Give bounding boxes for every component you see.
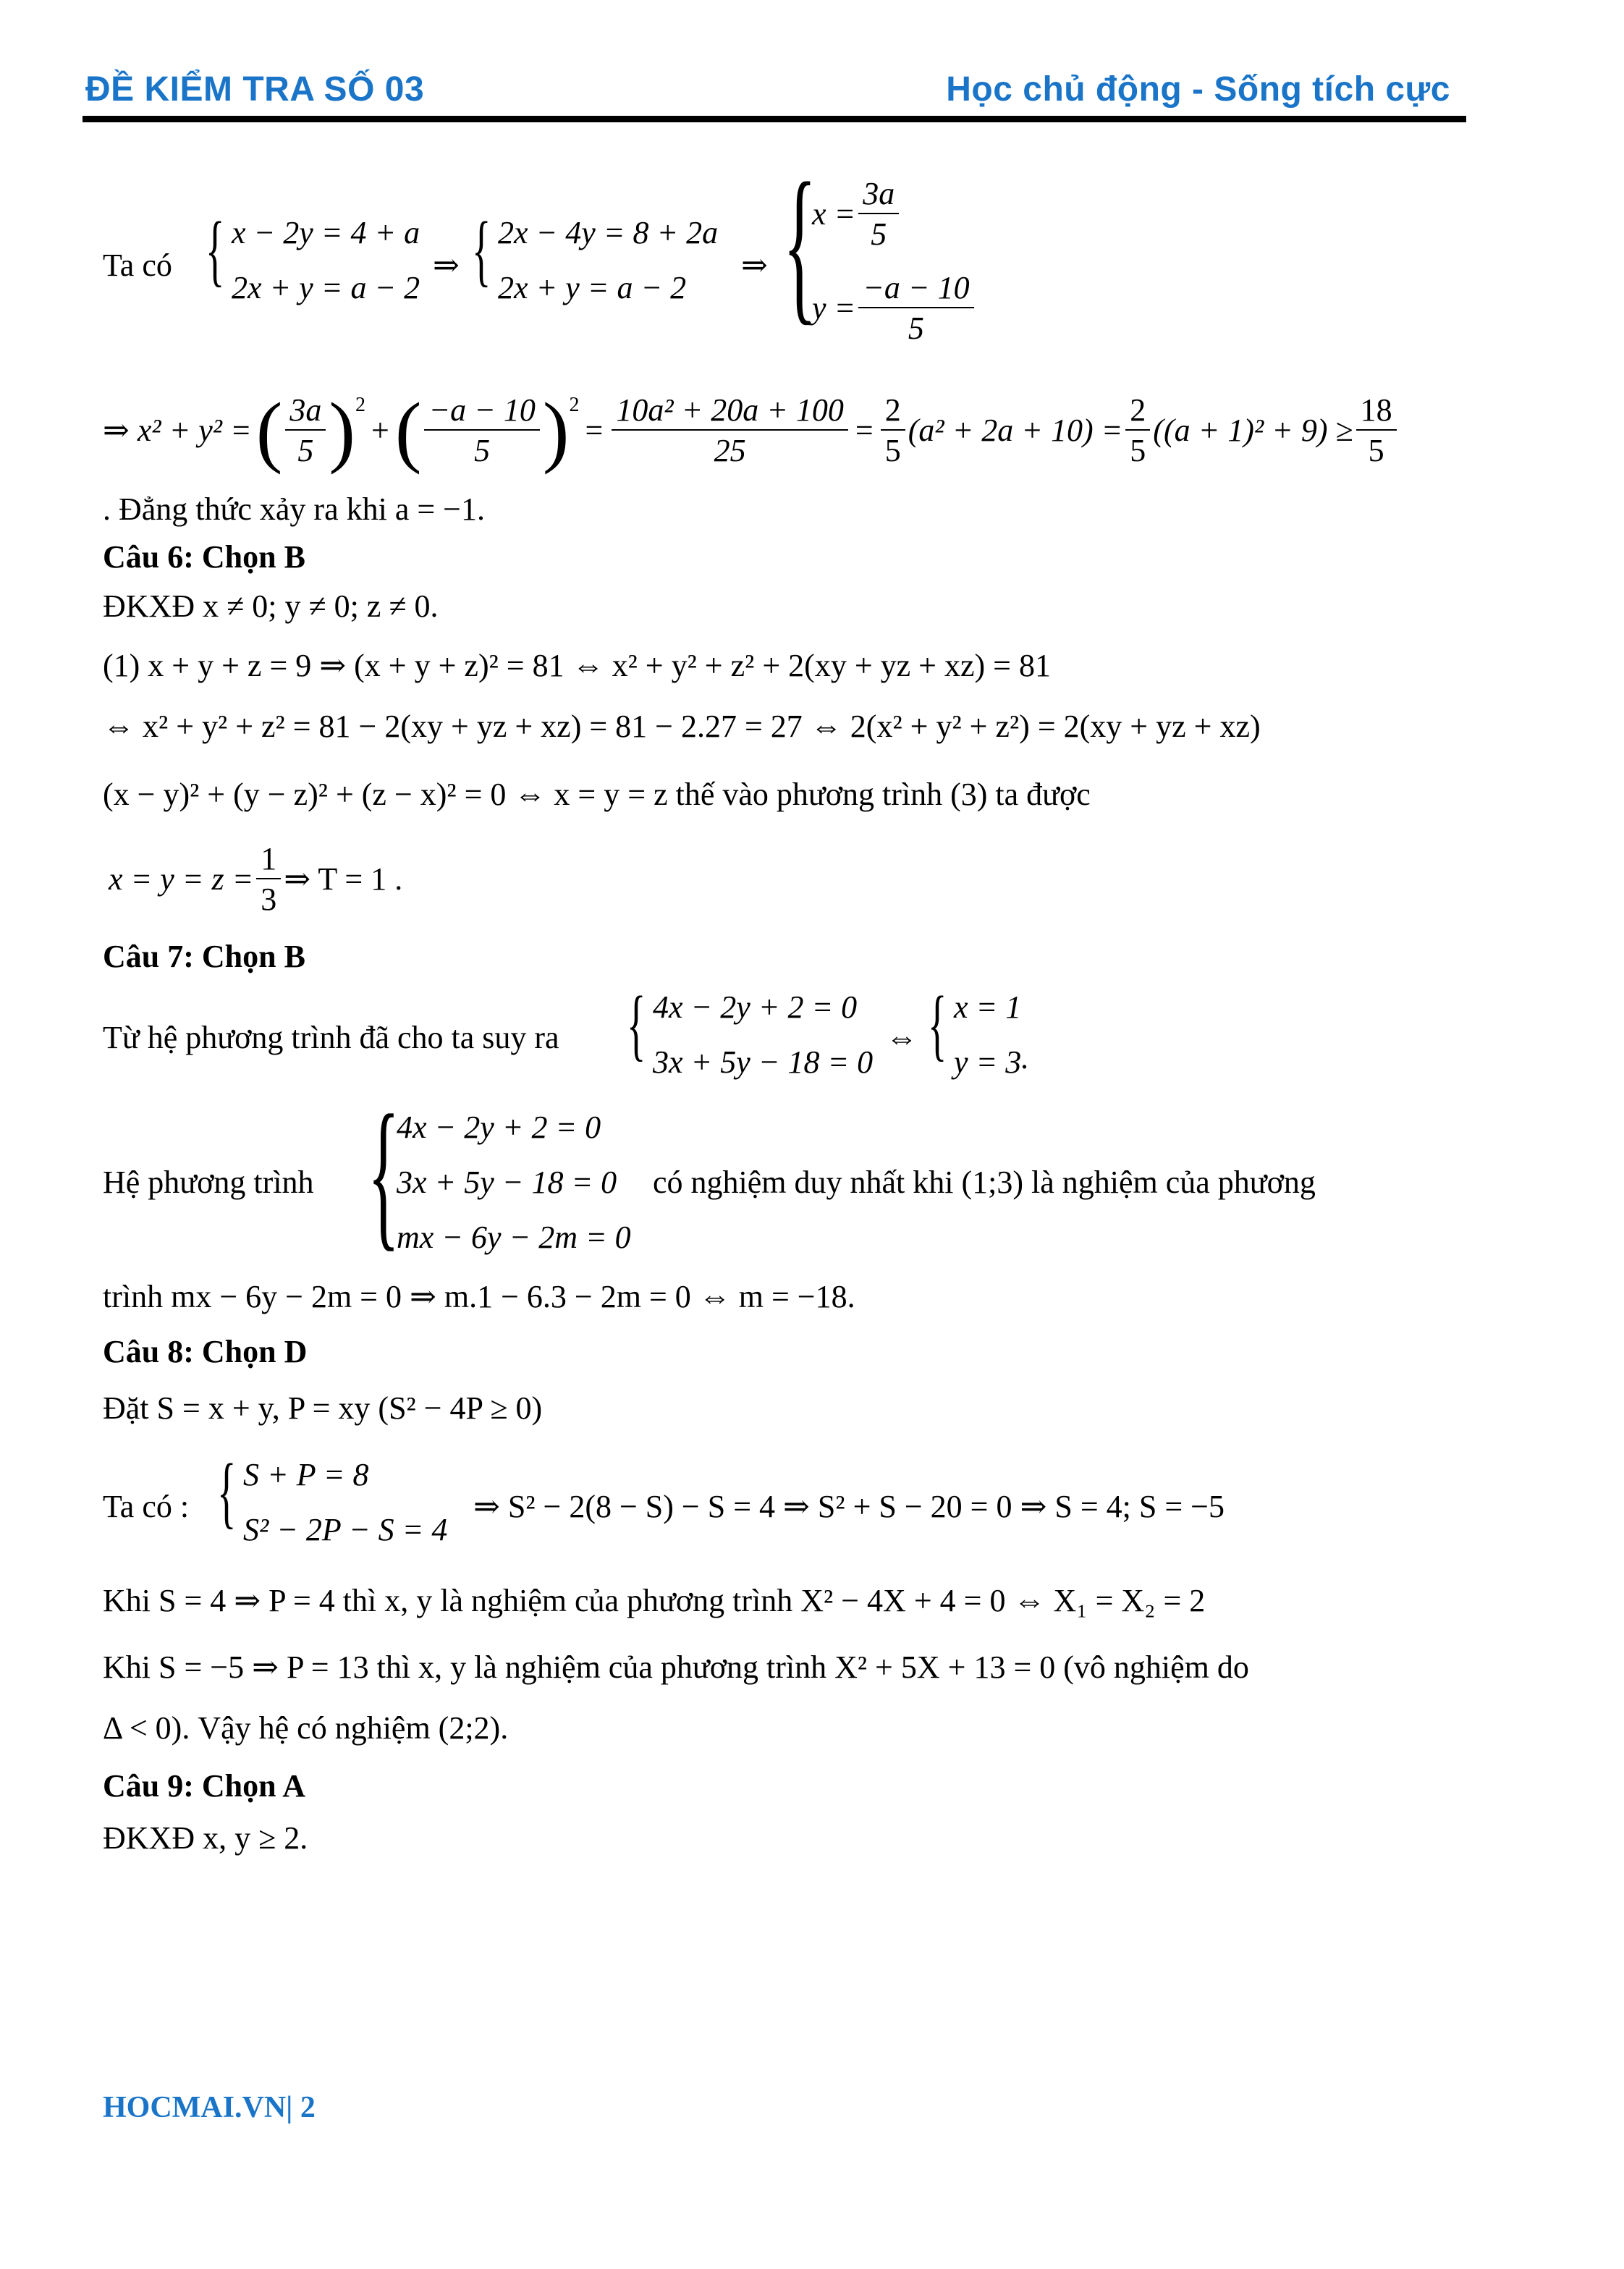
header-slogan: Học chủ động - Sống tích cực: [946, 70, 1450, 109]
q5-sol-x-num: 3a: [858, 178, 899, 214]
header-rule: [83, 116, 1466, 122]
brace-left: {: [217, 1448, 237, 1536]
q6-line1: (1) x + y + z = 9 ⇒ (x + y + z)² = 81 ⇔ x² + y² + z² + 2(xy + yz + xz) = 81: [103, 648, 1051, 683]
q5-plus: +: [371, 413, 389, 448]
brace-left: {: [206, 206, 225, 294]
q5-t1-num: 3a: [285, 394, 326, 431]
q7-intro: Từ hệ phương trình đã cho ta suy ra: [103, 1020, 559, 1055]
q5-sys1-line2: 2x + y = a − 2: [232, 270, 420, 305]
q6-line4-num: 1: [256, 843, 281, 879]
q5-sol-y-lhs: y =: [812, 290, 856, 326]
q6-line4-post: ⇒ T = 1 .: [284, 861, 403, 897]
q7-sysB-line2: y = 3: [954, 1044, 1022, 1080]
q8-case1: Khi S = 4 ⇒ P = 4 thì x, y là nghiệm của phương trình X² − 4X + 4 = 0 ⇔ X₁ = X₂ = 2: [103, 1583, 1206, 1618]
q6-line3: (x − y)² + (y − z)² + (z − x)² = 0 ⇔ x = y = z thế vào phương trình (3) ta được: [103, 777, 1091, 812]
q7-sysC-line3: mx − 6y − 2m = 0: [397, 1220, 631, 1255]
q8-case2b: Δ < 0). Vậy hệ có nghiệm (2;2).: [103, 1710, 509, 1746]
q7-title: Câu 7: Chọn B: [103, 939, 305, 974]
q5-equality: . Đẳng thức xảy ra khi a = −1.: [103, 491, 485, 527]
brace-left: {: [472, 206, 491, 294]
q5-t2-num: −a − 10: [424, 394, 539, 431]
q5-expression: ⇒ x² + y² = ( $\frac{3a}{5}$ ) $^2$ + ( $\frac{-a - 10}{5}$ ) $^2$ = $\frac{\text{10a² + 20a + 100}}{25}$ = $\frac{2}{5}$ (a² + 2a + 10) = $\frac{2}{5}$ ((a + 1)² + 9) ≥ $\frac{18}{5}$: [103, 391, 1400, 470]
q5-sol-x-den: 5: [871, 216, 887, 252]
q7-sysA-line2: 3x + 5y − 18 = 0: [653, 1044, 874, 1080]
q6-line4-pre: x = y = z =: [109, 861, 254, 897]
q5-sol-y-den: 5: [908, 310, 924, 346]
q9-title: Câu 9: Chọn A: [103, 1768, 305, 1804]
q5-t4-den: 5: [884, 433, 901, 468]
q8-title: Câu 8: Chọn D: [103, 1334, 308, 1369]
q7-sysC-line2: 3x + 5y − 18 = 0: [397, 1165, 617, 1200]
q5-eq-1: =: [585, 413, 604, 448]
q7-equiv: ⇔: [886, 1020, 918, 1055]
brace-left: {: [928, 980, 947, 1068]
q8-case2: Khi S = −5 ⇒ P = 13 thì x, y là nghiệm của phương trình X² + 5X + 13 = 0 (vô nghiệm do: [103, 1649, 1249, 1685]
q5-sys1-line1: x − 2y = 4 + a: [232, 215, 420, 250]
header-title: ĐỀ KIỂM TRA SỐ 03: [85, 70, 425, 109]
q5-imp-2: ⇒: [741, 248, 768, 283]
q7-cond: có nghiệm duy nhất khi (1;3) là nghiệm của phương: [653, 1165, 1316, 1200]
q5-t3-den: 25: [714, 433, 746, 468]
q6-dkxd: ĐKXĐ x ≠ 0; y ≠ 0; z ≠ 0.: [103, 588, 439, 624]
q7-hpt: Hệ phương trình: [103, 1165, 314, 1200]
q8-sys-line2: S² − 2P − S = 4: [243, 1512, 448, 1547]
q7-dot: .: [1020, 1040, 1028, 1076]
q5-t5-num: 2: [1125, 394, 1150, 431]
brace-left: {: [783, 147, 817, 339]
footer-page: HOCMAI.VN| 2: [103, 2091, 316, 2124]
q5-t6-den: 5: [1368, 433, 1384, 468]
q9-dkxd: ĐKXĐ x, y ≥ 2.: [103, 1820, 308, 1856]
q5-t3-num: 10a² + 20a + 100: [612, 394, 848, 431]
q5-sol-x-lhs: x =: [812, 196, 856, 232]
q7-sysB-line1: x = 1: [954, 989, 1022, 1025]
q5-sol-y-num: −a − 10: [858, 272, 973, 308]
q5-t1-den: 5: [297, 433, 314, 468]
q8-dat: Đặt S = x + y, P = xy (S² − 4P ≥ 0): [103, 1390, 543, 1426]
q5-intro: Ta có: [103, 248, 172, 283]
q7-last: trình mx − 6y − 2m = 0 ⇒ m.1 − 6.3 − 2m = 0 ⇔ m = −18.: [103, 1279, 855, 1314]
q5-sys2-line2: 2x + y = a − 2: [498, 270, 687, 305]
q6-line2: ⇔ x² + y² + z² = 81 − 2(xy + yz + xz) = 81 − 2.27 = 27 ⇔ 2(x² + y² + z²) = 2(xy + yz + xz): [103, 709, 1261, 744]
q5-t6-num: 18: [1356, 394, 1397, 431]
brace-left: {: [368, 1081, 400, 1265]
q5-t5-den: 5: [1130, 433, 1146, 468]
q6-line4: [109, 843, 402, 916]
q5-t4-num: 2: [881, 394, 905, 431]
q7-sysC-line1: 4x − 2y + 2 = 0: [397, 1110, 601, 1145]
q6-title: Câu 6: Chọn B: [103, 539, 305, 575]
q8-taco: Ta có :: [103, 1489, 190, 1524]
q8-sys-line1: S + P = 8: [243, 1457, 369, 1492]
q7-sysA-line1: 4x − 2y + 2 = 0: [653, 989, 858, 1025]
brace-left: {: [627, 980, 646, 1068]
q5-t5-rest: ((a + 1)² + 9) ≥: [1153, 413, 1353, 448]
q5-t4-rest: (a² + 2a + 10) =: [908, 413, 1123, 448]
q5-sys2-line1: 2x − 4y = 8 + 2a: [498, 215, 719, 250]
q5-expr-lhs: ⇒ x² + y² =: [103, 413, 252, 448]
q5-imp-1: ⇒: [433, 248, 460, 283]
q5-t2-den: 5: [474, 433, 491, 468]
q5-eq-2: =: [855, 413, 874, 448]
q8-derive: ⇒ S² − 2(8 − S) − S = 4 ⇒ S² + S − 20 = 0 ⇒ S = 4; S = −5: [473, 1489, 1225, 1524]
q6-line4-den: 3: [261, 882, 277, 917]
